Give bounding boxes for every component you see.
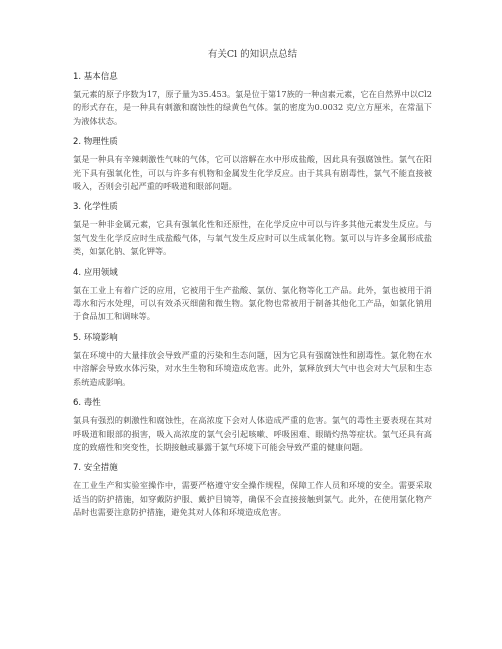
section-heading: 1. 基本信息 (73, 72, 118, 82)
section-heading: 7. 安全措施 (73, 463, 118, 474)
section-toxicity (73, 397, 432, 454)
section-applications (73, 267, 432, 324)
section-body: 氯具有强烈的刺激性和腐蚀性，在高浓度下会对人体造成严重的危害。氯气的毒性主要表现在其对呼吸道和眼部的损害，吸入高浓度的氯气会引起咳嗽、呼吸困难、眼睛灼热等症状。氯气还具有高度的致癌性和突变性，长期接触或暴露于氯气环境下可能会导致严重的健康问题。 (73, 415, 432, 452)
section-heading: 2. 物理性质 (73, 137, 118, 148)
section-heading: 5. 环境影响 (73, 332, 118, 343)
section-body: 氯是一种具有辛辣刺激性气味的气体，它可以溶解在水中形成盐酸，因此具有强腐蚀性。氯气在阳光下具有强氧化性，可以与许多有机物和金属发生化学反应。由于其具有剧毒性，氯气不能直接被吸入，否则会引起严重的呼吸道和眼部问题。 (73, 154, 432, 192)
section-physical-properties (73, 136, 432, 193)
section-safety-measures (73, 462, 432, 519)
section-body: 氯元素的原子序数为17，原子量为35.453。氯是位于第17族的一种卤素元素，它在自然界中以Cl2 的形式存在，是一种具有刺激和腐蚀性的绿黄色气体。氯的密度为0.0032 克/立方厘米，在常温下为液体状态。 (73, 89, 432, 126)
section-heading: 4. 应用领域 (73, 267, 118, 278)
section-heading: 3. 化学性质 (73, 202, 118, 213)
section-body: 氯在环境中的大量排放会导致严重的污染和生态问题，因为它具有强腐蚀性和剧毒性。氯化物在水中溶解会导致水体污染，对水生生物和环境造成危害。此外，氯释放到大气中也会对大气层和生态系统造成影响。 (73, 349, 432, 387)
document-title: 有关Cl 的知识点总结 (207, 49, 298, 60)
section-body: 在工业生产和实验室操作中，需要严格遵守安全操作规程，保障工作人员和环境的安全。需要采取适当的防护措施，如穿戴防护服、戴护目镜等，确保不会直接接触到氯气。此外，在使用氯化物产品时也需要注意防护措施，避免其对人体和环境造成危害。 (73, 480, 432, 518)
section-chemical-properties (73, 201, 432, 258)
section-body: 氯在工业上有着广泛的应用，它被用于生产盐酸、氯仿、氯化物等化工产品。此外，氯也被用于消毒水和污水处理，可以有效杀灭细菌和微生物。氯化物也常被用于制备其他化工产品，如氯化钠用于食品加工和调味等。 (73, 284, 432, 322)
section-body: 氯是一种非金属元素，它具有强氧化性和还原性，在化学反应中可以与许多其他元素发生反应。与氢气发生化学反应时生成盐酸气体，与氧气发生反应时可以生成氧化物。氯可以与许多金属形成盐类，如氯化钠、氯化钾等。 (73, 219, 432, 257)
section-heading: 6. 毒性 (73, 398, 101, 409)
section-environmental-impact (73, 332, 432, 389)
section-basic-info (73, 71, 432, 128)
